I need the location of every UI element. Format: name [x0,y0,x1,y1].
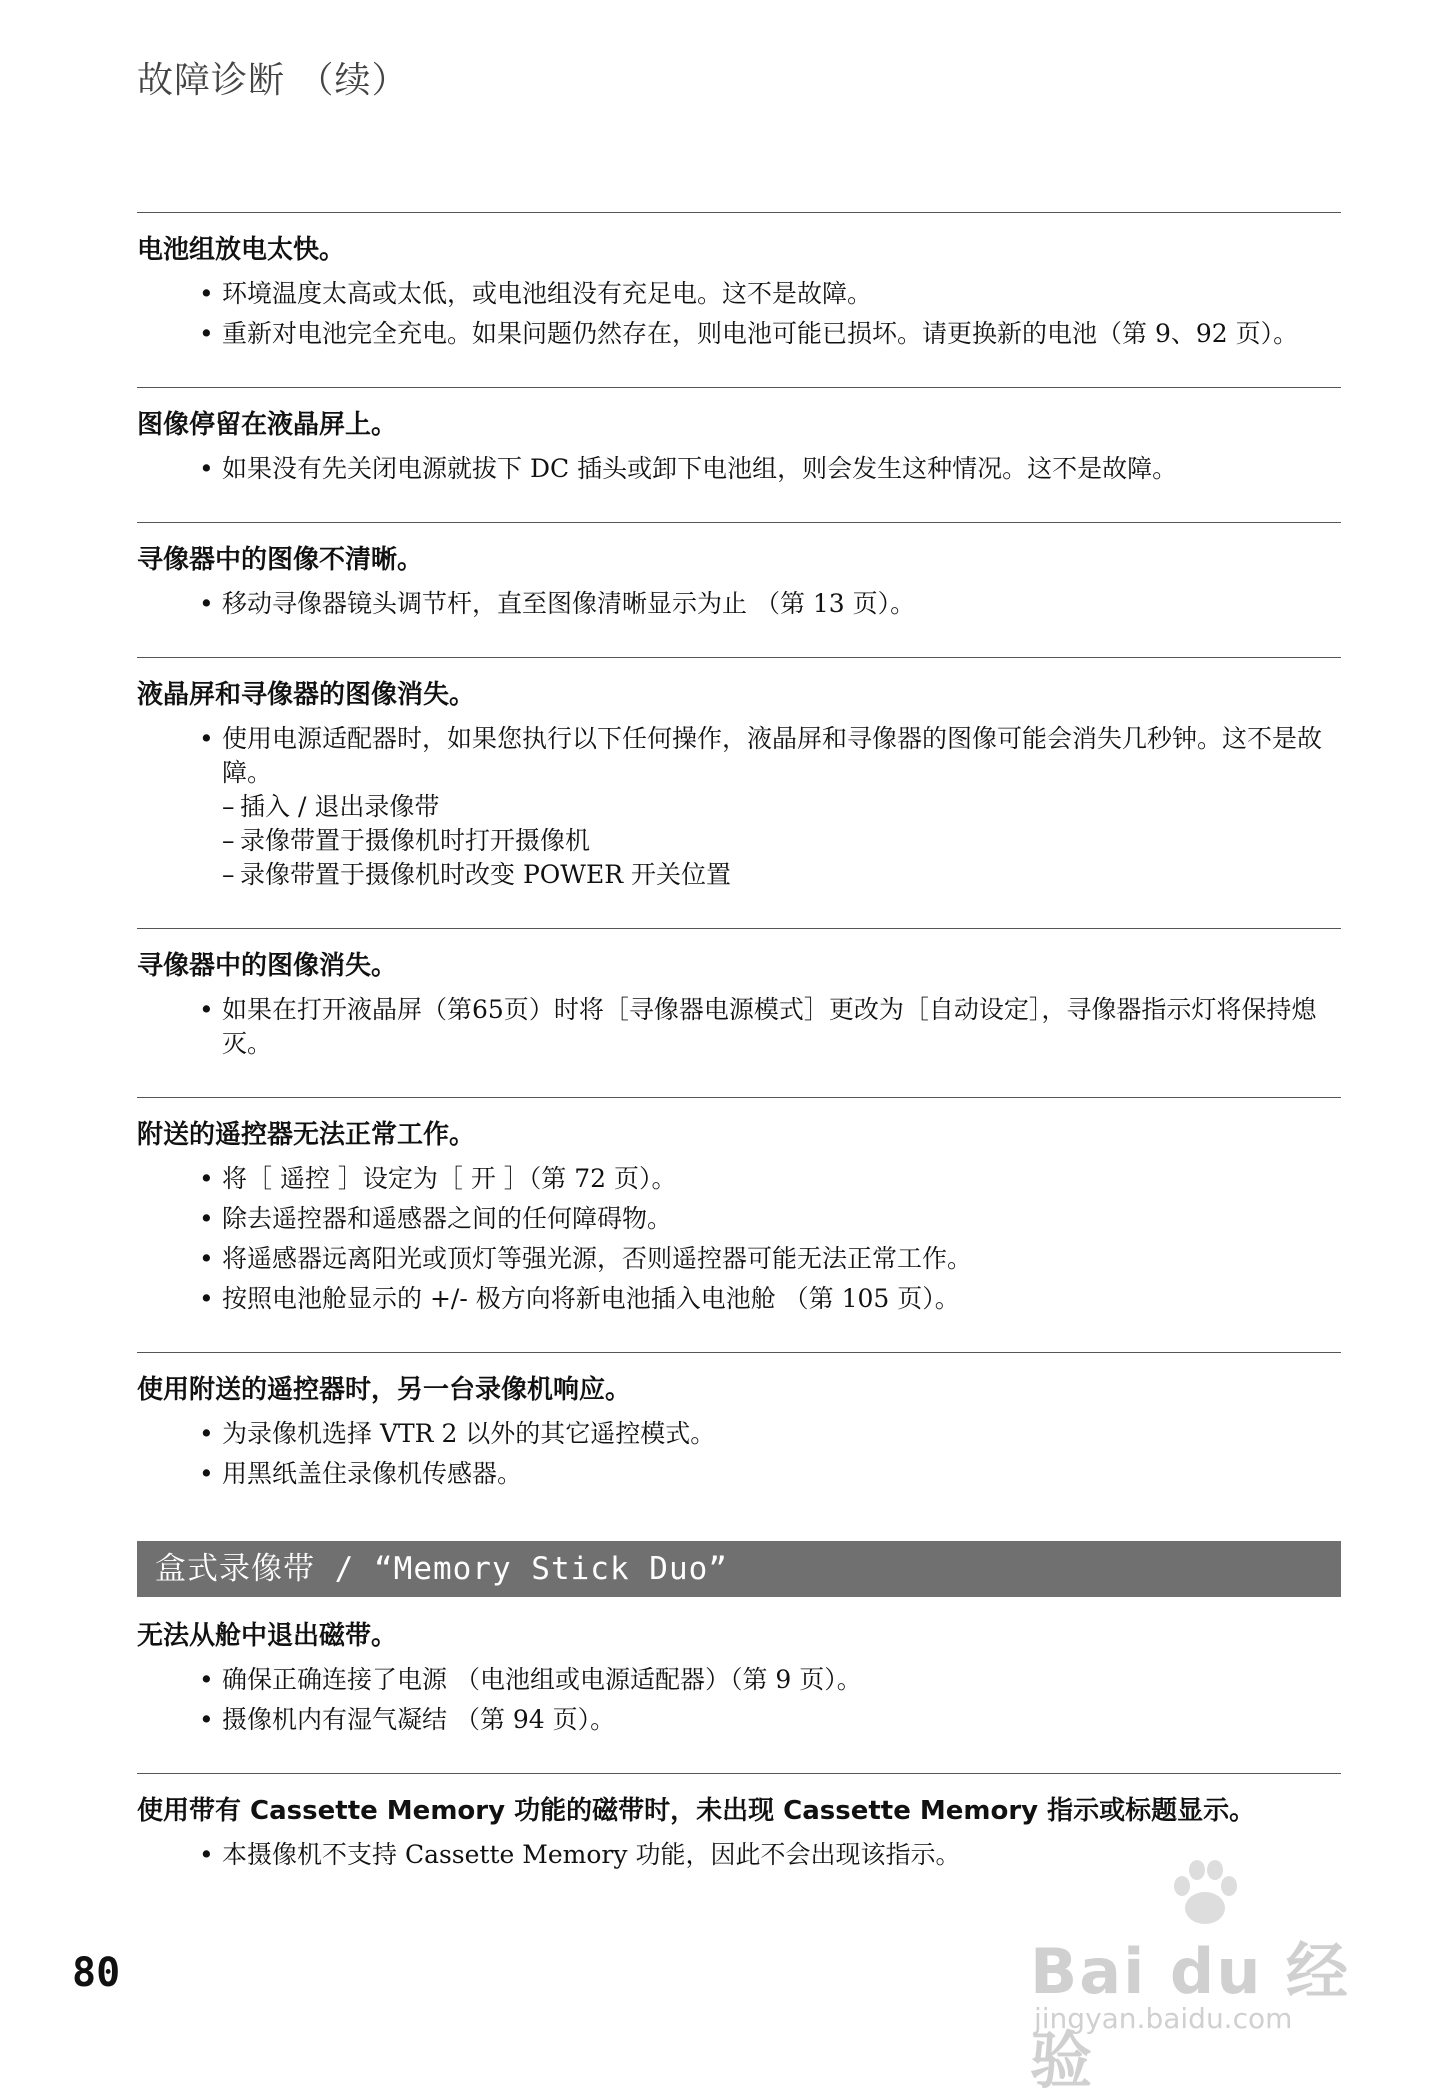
sub-list [222,790,1341,892]
solution-list [137,993,1341,1061]
solution-text: 本摄像机不支持 Cassette Memory 功能，因此不会出现该指示。 [222,1840,961,1869]
issue-block [137,522,1341,657]
solution-item [137,1663,1341,1697]
solution-item [137,1162,1341,1196]
solution-list [137,587,1341,621]
solution-list [137,1417,1341,1491]
issue-title: 图像停留在液晶屏上。 [137,410,398,440]
solution-text: 按照电池舱显示的 +/- 极方向将新电池插入电池舱 （第 105 页）。 [222,1284,960,1313]
solution-text: 环境温度太高或太低，或电池组没有充足电。这不是故障。 [222,279,873,308]
issue-title: 液晶屏和寻像器的图像消失。 [137,680,476,710]
issue-block [137,387,1341,522]
solution-item [137,317,1341,351]
sub-item: – 录像带置于摄像机时打开摄像机 [222,824,1341,858]
solution-text: 用黑纸盖住录像机传感器。 [222,1459,523,1488]
issue-title: 寻像器中的图像消失。 [137,951,398,981]
issue-block [137,1352,1341,1527]
issue-title: 寻像器中的图像不清晰。 [137,545,424,575]
issue-block [137,1603,1341,1773]
issue-title: 附送的遥控器无法正常工作。 [137,1120,476,1150]
solution-item [137,993,1341,1061]
issue-title: 电池组放电太快。 [137,235,346,265]
solution-text: 为录像机选择 VTR 2 以外的其它遥控模式。 [222,1419,716,1448]
baidu-watermark [1030,1850,1370,2097]
solution-item [137,722,1341,892]
solution-text: 除去遥控器和遥感器之间的任何障碍物。 [222,1204,673,1233]
solution-item [137,1202,1341,1236]
solution-list [137,277,1341,351]
solution-item [137,1242,1341,1276]
issue-block [137,657,1341,928]
solution-list [137,1162,1341,1316]
issue-block [137,928,1341,1097]
page-title: 故障诊断 （续） [137,60,409,101]
issue-title: 无法从舱中退出磁带。 [137,1621,398,1651]
solution-item [137,587,1341,621]
issue-block [137,1097,1341,1352]
solution-text: 重新对电池完全充电。如果问题仍然存在，则电池可能已损坏。请更换新的电池（第 9、92 页）。 [222,319,1299,348]
solution-text: 将［ 遥控 ］设定为［ 开 ］（第 72 页）。 [222,1164,677,1193]
solution-list [137,1663,1341,1737]
solution-item [137,452,1341,486]
issue-title: 使用带有 Cassette Memory 功能的磁带时，未出现 Cassette Memory 指示或标题显示。 [137,1796,1256,1826]
issue-title: 使用附送的遥控器时，另一台录像机响应。 [137,1375,632,1405]
solution-text: 如果在打开液晶屏（第65页）时将［寻像器电源模式］更改为［自动设定］，寻像器指示灯将保持熄灭。 [222,995,1317,1058]
solution-item [137,1417,1341,1451]
solution-list [137,452,1341,486]
solution-text: 使用电源适配器时，如果您执行以下任何操作，液晶屏和寻像器的图像可能会消失几秒钟。这不是故障。 [222,724,1323,787]
solution-item [137,1457,1341,1491]
watermark-brand: Bai du 经验 [1030,1935,1351,2097]
issue-block [137,212,1341,387]
solution-item [137,277,1341,311]
solution-text: 摄像机内有湿气凝结 （第 94 页）。 [222,1705,616,1734]
solution-text: 如果没有先关闭电源就拔下 DC 插头或卸下电池组，则会发生这种情况。这不是故障。 [222,454,1178,483]
sub-item: – 插入 / 退出录像带 [222,790,1341,824]
section-heading-bar: 盒式录像带 / “Memory Stick Duo” [137,1541,1341,1597]
solution-text: 移动寻像器镜头调节杆，直至图像清晰显示为止 （第 13 页）。 [222,589,916,618]
sub-item: – 录像带置于摄像机时改变 POWER 开关位置 [222,858,1341,892]
page-number: 80 [72,1950,121,1996]
solution-text: 将遥感器远离阳光或顶灯等强光源，否则遥控器可能无法正常工作。 [222,1244,973,1273]
troubleshooting-content [137,212,1341,1908]
solution-list [137,722,1341,892]
solution-item [137,1282,1341,1316]
solution-item [137,1703,1341,1737]
solution-text: 确保正确连接了电源 （电池组或电源适配器）（第 9 页）。 [222,1665,862,1694]
watermark-url: jingyan.baidu.com [1034,2002,1293,2035]
